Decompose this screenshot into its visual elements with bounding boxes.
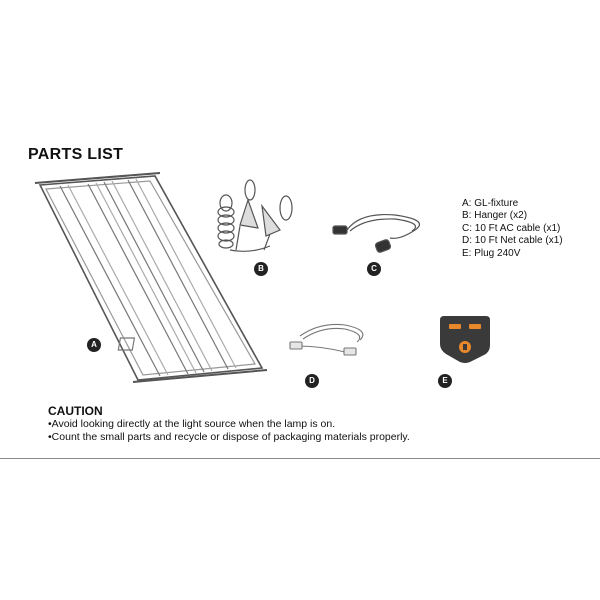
badge-a: A	[87, 338, 101, 352]
legend-item-b: B: Hanger (x2)	[462, 210, 528, 222]
badge-d: D	[305, 374, 319, 388]
net-cable-illustration	[290, 324, 363, 355]
parts-legend	[462, 198, 563, 260]
badge-e: E	[438, 374, 452, 388]
hanger-illustration	[218, 180, 292, 251]
caution-line-2: •Count the small parts and recycle or dispose of packaging materials properly.	[48, 431, 410, 443]
legend-item-a: A: GL-fixture	[462, 198, 519, 209]
ac-cable-illustration	[333, 215, 420, 254]
legend-item-d: D: 10 Ft Net cable (x1)	[462, 235, 563, 247]
legend-item-c: C: 10 Ft AC cable (x1)	[462, 222, 561, 234]
caution-title: CAUTION	[48, 404, 103, 418]
plug-illustration	[440, 316, 490, 363]
badge-b: B	[254, 262, 268, 276]
caution-line-1: •Avoid looking directly at the light source when the lamp is on.	[48, 418, 336, 430]
legend-item-e: E: Plug 240V	[462, 247, 521, 259]
badge-c: C	[367, 262, 381, 276]
caution-section	[48, 404, 410, 444]
divider	[0, 458, 600, 459]
page-title: PARTS LIST	[28, 146, 124, 163]
